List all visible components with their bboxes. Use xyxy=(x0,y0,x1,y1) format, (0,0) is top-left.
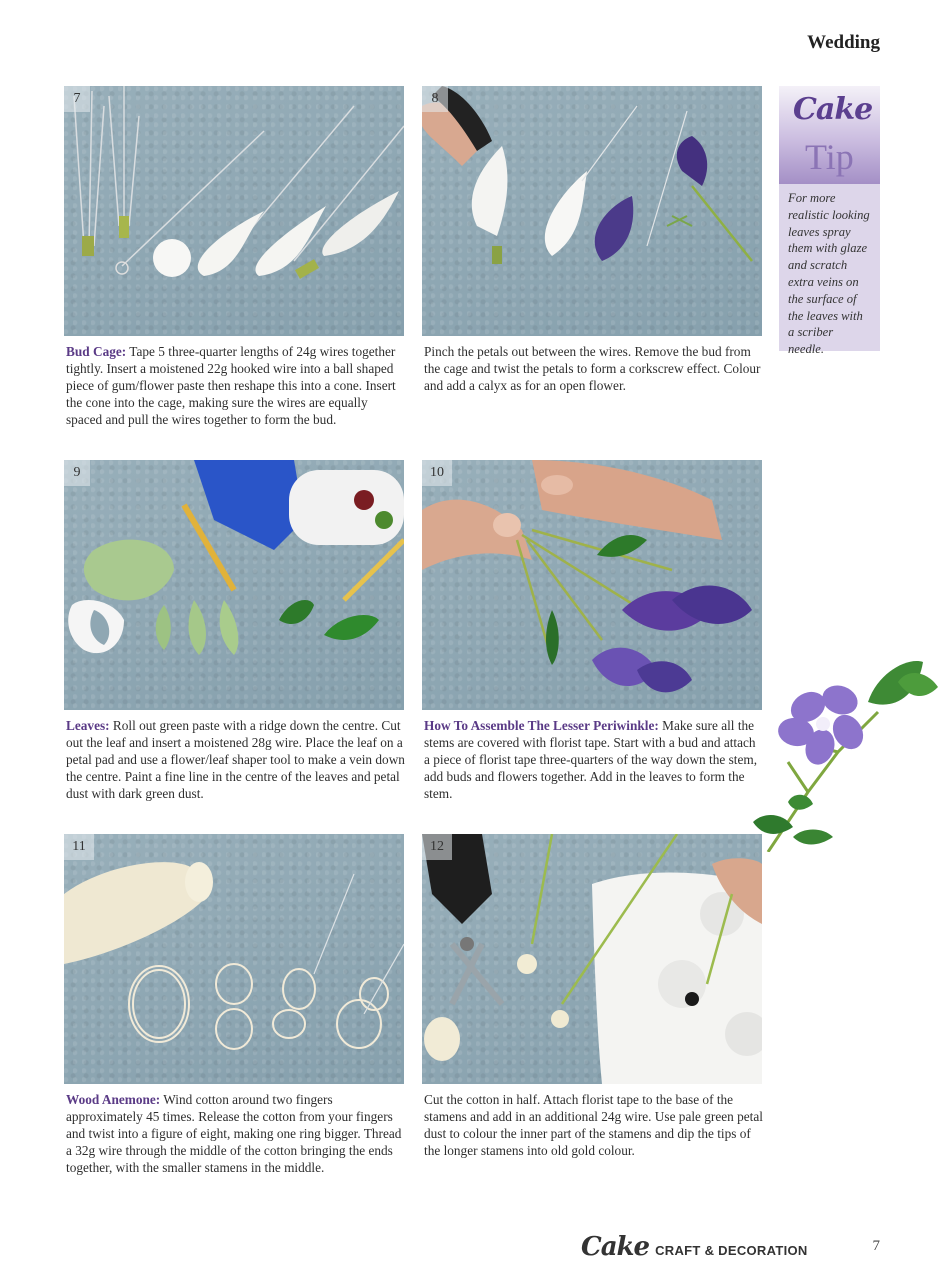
footer-brand-logo: Cake xyxy=(581,1232,650,1262)
assemble-illustration xyxy=(422,460,762,710)
step-photo-stamens xyxy=(422,834,762,1084)
step-number: 9 xyxy=(64,460,90,486)
step-photo-petals xyxy=(422,86,762,336)
step-number: 10 xyxy=(422,460,452,486)
step-caption xyxy=(66,343,406,428)
step-caption xyxy=(424,343,764,394)
periwinkle-flower-image xyxy=(748,652,944,852)
step-number: 11 xyxy=(64,834,94,860)
step-text: Pinch the petals out between the wires. Remove the bud from the cage and twist the petals to form a corkscrew effect. Colour and add a calyx as for an open flower. xyxy=(424,344,761,393)
step-text: Wind cotton around two fingers approximately 45 times. Release the cotton from your fingers and twist into a figure of eight, making one ring bigger. Thread a 32g wire through the middle of the cotton bringing the ends together, with the smaller stamens in the middle. xyxy=(66,1092,402,1175)
step-photo-wood-anemone xyxy=(64,834,404,1084)
step-lead: Wood Anemone: xyxy=(66,1092,161,1107)
bud-cage-illustration xyxy=(64,86,404,336)
tip-header xyxy=(779,86,880,184)
step-number: 7 xyxy=(64,86,90,112)
step-text: Tape 5 three-quarter lengths of 24g wires together tightly. Insert a moistened 22g hooked wire into a ball shaped piece of gum/flower paste then reshape this into a cone. Insert the cone into the cage, making sure the wires are equally spaced and pull the wires together to form the bud. xyxy=(66,344,396,427)
step-caption xyxy=(424,1091,764,1159)
page-number: 7 xyxy=(872,1238,880,1254)
footer-brand-subtitle: CRAFT & DECORATION xyxy=(655,1243,808,1258)
step-caption xyxy=(66,1091,406,1176)
step-lead: Bud Cage: xyxy=(66,344,127,359)
stamens-illustration xyxy=(422,834,762,1084)
step-text: Roll out green paste with a ridge down the centre. Cut out the leaf and insert a moistened 28g wire. Place the leaf on a petal pad and use a flower/leaf shaper tool to make a vein down the centre. Paint a fine line in the centre of the leaves and petal dust with dark green dust. xyxy=(66,718,405,801)
step-text: Cut the cotton in half. Attach florist tape to the base of the stamens and add in an additional 24g wire. Use pale green petal dust to colour the inner part of the stamens and dip the tips of the longer stamens into old gold colour. xyxy=(424,1092,763,1158)
cake-tip-box xyxy=(779,86,880,357)
petals-illustration xyxy=(422,86,762,336)
step-text: Make sure all the stems are covered with florist tape. Start with a bud and attach a piece of florist tape three-quarters of the way down the stem, add buds and flowers together. Add in the leaves to form the stem. xyxy=(424,718,758,801)
step-photo-assemble xyxy=(422,460,762,710)
tip-text: For more realistic looking leaves spray them with glaze and scratch extra veins on the surface of the leaves with a scriber needle. xyxy=(788,191,870,357)
step-lead: How To Assemble The Lesser Periwinkle: xyxy=(424,718,659,733)
step-photo-bud-cage xyxy=(64,86,404,336)
step-caption xyxy=(424,717,764,802)
section-title: Wedding xyxy=(807,32,880,53)
leaves-illustration xyxy=(64,460,404,710)
step-number: 8 xyxy=(422,86,448,112)
wood-anemone-illustration xyxy=(64,834,404,1084)
tip-brand-logo: Cake xyxy=(793,92,873,127)
step-photo-leaves xyxy=(64,460,404,710)
step-lead: Leaves: xyxy=(66,718,110,733)
footer-brand xyxy=(581,1232,808,1262)
step-number: 12 xyxy=(422,834,452,860)
tip-title: Tip xyxy=(805,137,854,177)
step-caption xyxy=(66,717,406,802)
